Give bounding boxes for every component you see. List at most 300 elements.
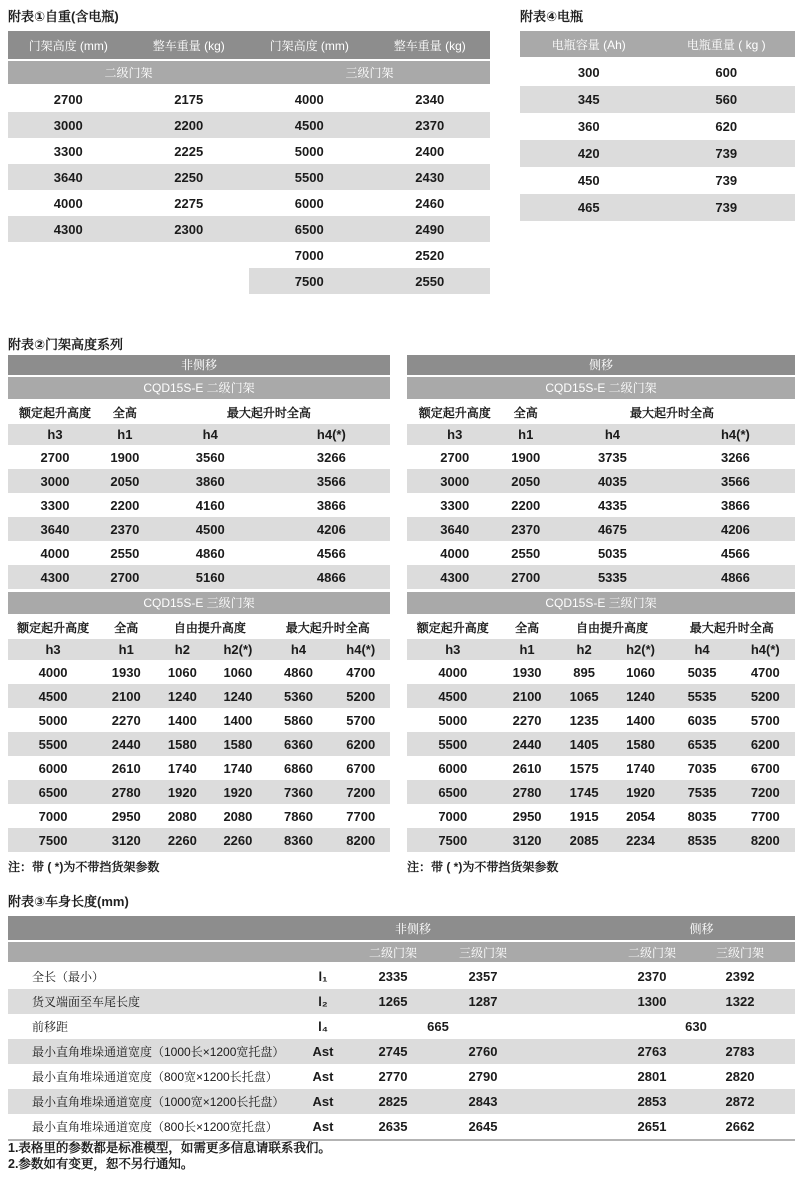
cell: 1400	[626, 712, 656, 728]
cell: 620	[715, 119, 738, 134]
footnotes	[8, 1140, 788, 1172]
cell: 2270	[512, 712, 542, 728]
cell: 5200	[332, 684, 391, 708]
symbol-header-row	[407, 639, 795, 660]
cell: Ast	[312, 1119, 334, 1134]
table-row	[8, 1114, 795, 1139]
cell: 3300	[40, 497, 70, 513]
table-row	[8, 756, 390, 780]
cell: 4035	[549, 469, 676, 493]
cell: 2550	[370, 268, 491, 294]
symbol-header: h2(*)	[210, 639, 265, 660]
cell: 2662	[725, 1119, 755, 1134]
self-weight-table	[8, 31, 490, 294]
empty-cell	[528, 989, 608, 1014]
section-title-self-weight: 附表①自重(含电瓶)	[8, 9, 119, 24]
cell: 2635	[378, 1119, 408, 1134]
group-header: 二级门架	[8, 61, 249, 86]
cell: 4300	[407, 565, 502, 589]
cell: 1240	[154, 684, 210, 708]
table-row	[8, 242, 490, 268]
cell: 2175	[174, 91, 204, 107]
cell: 7500	[249, 268, 370, 294]
cell: 最小直角堆垛通道宽度（800长×1200宽托盘）	[32, 1120, 278, 1134]
cell: 5500	[8, 732, 98, 756]
cell: 4500	[407, 684, 499, 708]
table-row	[520, 140, 795, 167]
battery-table-body	[520, 59, 795, 221]
empty-cell	[784, 1014, 795, 1039]
cell: 1060	[626, 664, 656, 680]
mast3-table	[8, 616, 390, 852]
cell: 1920	[210, 780, 265, 804]
cell: 1900	[110, 449, 140, 465]
body-length-table-body	[8, 964, 795, 1139]
cell: 739	[658, 194, 796, 221]
table-row	[8, 138, 490, 164]
cell: 3640	[8, 164, 129, 190]
column-group-row	[8, 401, 390, 424]
symbol-header: h3	[8, 639, 98, 660]
cell: 2460	[415, 195, 445, 211]
symbol-header: h2(*)	[613, 639, 669, 660]
cell: 1580	[210, 732, 265, 756]
symbol-header: h4(*)	[736, 639, 795, 660]
self-weight-table-body	[8, 86, 490, 294]
empty-cell	[528, 1089, 608, 1114]
cell: 1065	[556, 684, 613, 708]
cell: 1580	[613, 732, 669, 756]
cell: 2700	[440, 449, 470, 465]
table-row	[407, 828, 795, 852]
cell: 450	[577, 173, 600, 188]
group-header-row	[8, 916, 795, 942]
empty-cell	[784, 1114, 795, 1139]
mast3-table-head	[8, 616, 390, 660]
cell: 7860	[284, 808, 313, 824]
cell: 3566	[676, 469, 795, 493]
footnote-line: 2.参数如有变更，恕不另行通知。	[8, 1157, 194, 1171]
cell: 1915	[569, 808, 599, 824]
empty-cell	[528, 964, 608, 989]
symbol-header-row	[407, 424, 795, 445]
empty-cell	[129, 242, 250, 268]
table-row	[407, 804, 795, 828]
cell: 2801	[637, 1069, 667, 1084]
symbol-header-row	[8, 639, 390, 660]
cell: 3560	[195, 449, 225, 465]
table-row	[407, 469, 795, 493]
battery-table-head	[520, 31, 795, 59]
table-row	[407, 493, 795, 517]
empty-header-cell	[528, 916, 608, 942]
cell: 2400	[415, 143, 445, 159]
column-header: 门架高度 (mm)	[249, 31, 370, 61]
mast2-table	[8, 401, 390, 589]
cell: 4866	[273, 565, 390, 589]
empty-cell	[528, 1039, 608, 1064]
cell: 300	[577, 65, 600, 80]
cell: 2780	[98, 780, 154, 804]
cell: 739	[715, 173, 738, 188]
mast-height-nonsideshift-block	[8, 355, 390, 875]
mast3-table-body	[407, 660, 795, 852]
cell: 3120	[499, 828, 556, 852]
mast3-header-bar: CQD15S-E 三级门架	[8, 592, 390, 614]
body-length-table	[8, 916, 795, 1141]
cell: 7700	[346, 808, 376, 824]
table-row	[8, 112, 490, 138]
table-row	[8, 780, 390, 804]
cell: 2520	[415, 247, 445, 263]
cell: 5500	[407, 732, 499, 756]
cell: 4000	[38, 664, 68, 680]
cell: 8035	[687, 808, 717, 824]
cell: 3866	[316, 497, 346, 513]
cell: 4160	[195, 497, 225, 513]
cell: 5035	[597, 545, 627, 561]
cell: 6000	[294, 195, 324, 211]
cell: 4566	[316, 545, 346, 561]
column-header: 电瓶重量 ( kg )	[658, 31, 796, 59]
cell: 2080	[223, 808, 253, 824]
symbol-header: h3	[8, 424, 102, 445]
cell: 5200	[736, 684, 795, 708]
symbol-header: h1	[102, 424, 148, 445]
cell: 5335	[549, 565, 676, 589]
cell: 最小直角堆垛通道宽度（800宽×1200长托盘）	[32, 1070, 278, 1084]
table-row	[8, 1089, 795, 1114]
symbol-header: h4(*)	[273, 424, 390, 445]
empty-cell	[528, 1014, 608, 1039]
table-row	[520, 194, 795, 221]
cell: 2430	[370, 164, 491, 190]
sub-header: 三级门架	[696, 942, 784, 964]
cell: 1920	[154, 780, 210, 804]
cell: 7535	[668, 780, 735, 804]
cell: 最小直角堆垛通道宽度（1000宽×1200长托盘）	[8, 1089, 298, 1114]
cell: 2783	[696, 1039, 784, 1064]
table-row	[8, 190, 490, 216]
sub-header: 三级门架	[438, 942, 528, 964]
cell: Ast	[298, 1039, 348, 1064]
cell: 1287	[438, 989, 528, 1014]
empty-header-cell	[528, 942, 608, 964]
cell: 3566	[273, 469, 390, 493]
mast2-table-head	[407, 401, 795, 445]
table-row	[8, 216, 490, 242]
cell: 4500	[249, 112, 370, 138]
table-row	[8, 493, 390, 517]
cell: 3000	[8, 112, 129, 138]
table-row	[8, 541, 390, 565]
column-header: 电瓶容量 (Ah)	[520, 31, 658, 59]
cell: 600	[715, 65, 738, 80]
cell: 3000	[8, 469, 102, 493]
cell: 360	[577, 119, 600, 134]
table-row	[8, 1064, 795, 1089]
cell: 3640	[8, 517, 102, 541]
mast-height-sideshift-block	[407, 355, 795, 875]
column-group-row	[407, 401, 795, 424]
table-row	[407, 732, 795, 756]
cell: 2610	[512, 760, 542, 776]
cell: 2250	[129, 164, 250, 190]
symbol-header: h4	[265, 639, 331, 660]
table-row	[520, 113, 795, 140]
column-group-label: 全高	[502, 401, 549, 424]
cell: 1060	[167, 664, 197, 680]
table-row	[407, 780, 795, 804]
cell: 2100	[499, 684, 556, 708]
table-row	[407, 660, 795, 684]
cell: 4500	[8, 684, 98, 708]
empty-cell	[8, 268, 129, 294]
table-row	[8, 445, 390, 469]
cell: 4675	[549, 517, 676, 541]
cell: 2745	[348, 1039, 438, 1064]
cell: 1900	[511, 449, 541, 465]
cell: 2950	[512, 808, 542, 824]
cell: 2760	[438, 1039, 528, 1064]
empty-cell	[784, 1039, 795, 1064]
cell: 5700	[346, 712, 376, 728]
table-row	[407, 708, 795, 732]
table-row	[8, 804, 390, 828]
cell: Ast	[298, 1089, 348, 1114]
cell: 8200	[736, 828, 795, 852]
cell: 5000	[38, 712, 68, 728]
column-header: 整车重量 (kg)	[370, 31, 491, 61]
column-group-label: 最大起升时全高	[148, 401, 390, 424]
sub-header: 二级门架	[348, 942, 438, 964]
cell: 2340	[415, 91, 445, 107]
cell: 2275	[174, 195, 204, 211]
cell: 4000	[294, 91, 324, 107]
symbol-header: h4	[148, 424, 273, 445]
cell: 2370	[102, 517, 148, 541]
section-title-mast-height: 附表②门架高度系列	[8, 337, 124, 352]
cell: 2550	[511, 545, 541, 561]
cell: 465	[520, 194, 658, 221]
cell: 7200	[332, 780, 391, 804]
cell: 7200	[736, 780, 795, 804]
symbol-header: h2	[154, 639, 210, 660]
cell: 5360	[265, 684, 331, 708]
cell: 2440	[499, 732, 556, 756]
cell: 3860	[148, 469, 273, 493]
cell: 4866	[676, 565, 795, 589]
column-group-label: 全高	[499, 616, 556, 639]
cell: 2260	[154, 828, 210, 852]
column-group-label: 额定起升高度	[407, 401, 502, 424]
cell: 6200	[736, 732, 795, 756]
cell: 7000	[294, 247, 324, 263]
cell: 2843	[438, 1089, 528, 1114]
cell: 560	[658, 86, 796, 113]
mast3-table	[407, 616, 795, 852]
cell: 2700	[53, 91, 83, 107]
cell: 2225	[174, 143, 204, 159]
cell: 1740	[167, 760, 197, 776]
cell: 6500	[8, 780, 98, 804]
empty-cell	[784, 989, 795, 1014]
symbol-header: h4	[668, 639, 735, 660]
empty-header-cell	[298, 942, 348, 964]
table-row	[8, 1014, 795, 1039]
table-note: 注：带 ( *)为不带挡货架参数	[8, 860, 160, 874]
sub-header: 二级门架	[608, 942, 696, 964]
cell: 3735	[597, 449, 627, 465]
cell: 2370	[502, 517, 549, 541]
cell: 5000	[438, 712, 468, 728]
cell: 1322	[696, 989, 784, 1014]
table-row	[407, 517, 795, 541]
cell: 1300	[608, 989, 696, 1014]
cell: 2825	[348, 1089, 438, 1114]
cell: Ast	[312, 1069, 334, 1084]
table-row	[8, 268, 490, 294]
section-title-battery: 附表④电瓶	[520, 9, 584, 24]
cell: 4700	[750, 664, 780, 680]
cell: 前移距	[32, 1020, 69, 1034]
cell: 2050	[502, 469, 549, 493]
column-group-row	[407, 616, 795, 639]
sub-header-row	[8, 942, 795, 964]
cell: 2200	[129, 112, 250, 138]
cell: 2820	[725, 1069, 755, 1084]
cell: 7035	[687, 760, 717, 776]
group-header: 侧移	[608, 916, 795, 942]
mast3-header-bar: CQD15S-E 三级门架	[407, 592, 795, 614]
cell: 6200	[332, 732, 391, 756]
cell: 2780	[499, 780, 556, 804]
cell: 1580	[154, 732, 210, 756]
cell: 8535	[668, 828, 735, 852]
cell: 4566	[720, 545, 750, 561]
cell: 6500	[249, 216, 370, 242]
mast3-table-body	[8, 660, 390, 852]
symbol-header-row	[8, 424, 390, 445]
cell: 739	[658, 140, 796, 167]
column-group-label: 自由提升高度	[154, 616, 265, 639]
cell: 7000	[38, 808, 68, 824]
group-header-row	[8, 61, 490, 86]
empty-header-cell	[8, 942, 298, 964]
cell: 4335	[597, 497, 627, 513]
cell: 1745	[556, 780, 613, 804]
table-row	[407, 684, 795, 708]
mast3-table-head	[407, 616, 795, 660]
cell: 6700	[750, 760, 780, 776]
symbol-header: h1	[499, 639, 556, 660]
cell: 5160	[148, 565, 273, 589]
cell: 2950	[111, 808, 141, 824]
cell: l₁	[318, 969, 328, 984]
symbol-header: h4	[549, 424, 676, 445]
cell: 7000	[438, 808, 468, 824]
table-row	[8, 517, 390, 541]
cell: 2200	[511, 497, 541, 513]
cell: 8200	[332, 828, 391, 852]
cell: 2872	[696, 1089, 784, 1114]
cell: 2770	[378, 1069, 408, 1084]
cell: 2370	[370, 112, 491, 138]
cell: 货叉端面至车尾长度	[8, 989, 298, 1014]
body-length-section	[8, 891, 795, 1141]
empty-cell	[129, 268, 250, 294]
symbol-header: h1	[502, 424, 549, 445]
cell: 7360	[265, 780, 331, 804]
cell: 345	[520, 86, 658, 113]
cell: 1740	[223, 760, 253, 776]
cell: 6700	[346, 760, 376, 776]
cell: 1400	[223, 712, 253, 728]
cell: 6360	[265, 732, 331, 756]
cell: 4000	[53, 195, 83, 211]
cell: 895	[573, 664, 595, 680]
cell: 1930	[512, 664, 542, 680]
table-row	[8, 989, 795, 1014]
column-group-label: 全高	[98, 616, 154, 639]
cell: 最小直角堆垛通道宽度（1000长×1200宽托盘）	[8, 1039, 298, 1064]
cell: 2853	[608, 1089, 696, 1114]
cell: 1575	[569, 760, 599, 776]
self-weight-table-head	[8, 31, 490, 86]
cell: 2357	[468, 969, 498, 984]
cell: 4300	[8, 216, 129, 242]
cell: 2370	[637, 969, 667, 984]
cell: 3640	[407, 517, 502, 541]
cell: 6500	[407, 780, 499, 804]
group-header-bar: 非侧移	[8, 355, 390, 375]
cell: 全长（最小）	[32, 970, 105, 984]
cell: 2085	[556, 828, 613, 852]
cell: 2763	[608, 1039, 696, 1064]
cell: 2790	[468, 1069, 498, 1084]
cell: 3866	[720, 497, 750, 513]
self-weight-section	[8, 6, 490, 294]
table-row	[8, 708, 390, 732]
table-row	[8, 828, 390, 852]
table-row	[407, 565, 795, 589]
cell: 665	[427, 1019, 449, 1034]
cell: 2054	[626, 808, 656, 824]
symbol-header: h1	[98, 639, 154, 660]
table-row	[8, 964, 795, 989]
cell: 2100	[98, 684, 154, 708]
mast2-table-body	[8, 445, 390, 589]
cell: 420	[520, 140, 658, 167]
cell: 3300	[440, 497, 470, 513]
empty-cell	[528, 1064, 608, 1089]
cell: 1405	[556, 732, 613, 756]
cell: 1235	[569, 712, 599, 728]
empty-cell	[784, 1089, 795, 1114]
symbol-header: h4(*)	[332, 639, 391, 660]
cell: 1240	[210, 684, 265, 708]
symbol-header: h4(*)	[676, 424, 795, 445]
battery-table	[520, 31, 795, 221]
table-row	[8, 732, 390, 756]
table-row	[407, 756, 795, 780]
cell: 6035	[687, 712, 717, 728]
cell: 7500	[407, 828, 499, 852]
table-row	[8, 684, 390, 708]
column-header-row	[520, 31, 795, 59]
group-header: 三级门架	[249, 61, 490, 86]
cell: 3300	[53, 143, 83, 159]
